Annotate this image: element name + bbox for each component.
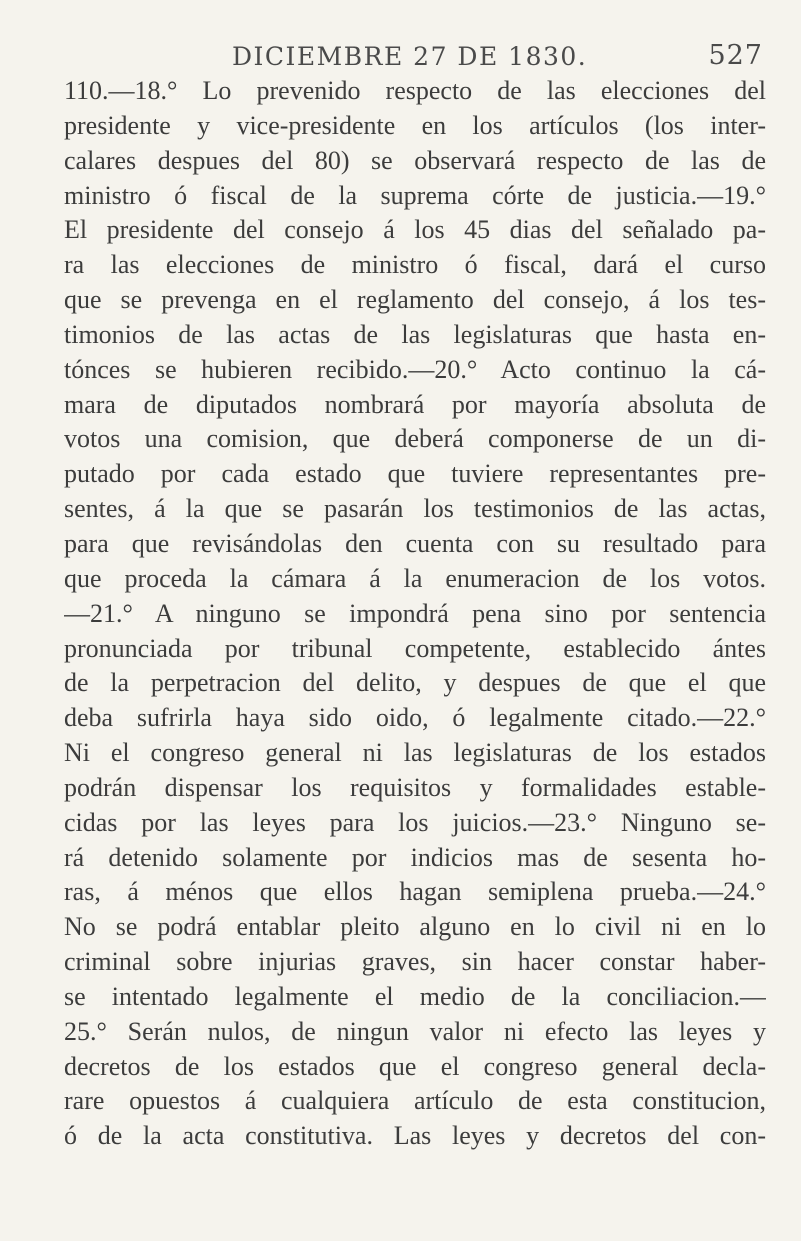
text-line: pronunciada por tribunal competente, establecido ántes bbox=[64, 633, 766, 663]
text-line: se intentado legalmente el medio de la conciliacion.— bbox=[64, 981, 766, 1011]
text-line: ministro ó fiscal de la suprema córte de justicia.—19.° bbox=[64, 180, 766, 210]
text-line: ó de la acta constitutiva. Las leyes y decretos del con- bbox=[64, 1121, 766, 1151]
text-line: criminal sobre injurias graves, sin hacer constar haber- bbox=[64, 947, 766, 977]
text-line: sentes, á la que se pasarán los testimonios de las actas, bbox=[64, 494, 766, 524]
text-line: mara de diputados nombrará por mayoría absoluta de bbox=[64, 389, 766, 419]
text-line: calares despues del 80) se observará respecto de las de bbox=[64, 145, 766, 175]
text-line: El presidente del consejo á los 45 dias del señalado pa- bbox=[64, 215, 766, 245]
text-line: para que revisándolas den cuenta con su resultado para bbox=[64, 528, 766, 558]
page-number: 527 bbox=[708, 40, 763, 71]
text-line: Ni el congreso general ni las legislaturas de los estados bbox=[64, 738, 766, 768]
text-line: que se prevenga en el reglamento del consejo, á los tes- bbox=[64, 285, 766, 315]
text-line: timonios de las actas de las legislaturas que hasta en- bbox=[64, 319, 766, 349]
text-line: deba sufrirla haya sido oido, ó legalmente citado.—22.° bbox=[64, 703, 766, 733]
text-line: ra las elecciones de ministro ó fiscal, dará el curso bbox=[64, 250, 766, 280]
text-line: de la perpetracion del delito, y despues de que el que bbox=[64, 668, 766, 698]
text-line: ras, á ménos que ellos hagan semiplena prueba.—24.° bbox=[64, 877, 766, 907]
text-line: —21.° A ninguno se impondrá pena sino por sentencia bbox=[64, 598, 766, 628]
text-line: putado por cada estado que tuviere representantes pre- bbox=[64, 459, 766, 489]
text-line: 110.—18.° Lo prevenido respecto de las elecciones del bbox=[64, 76, 766, 105]
running-title: DICIEMBRE 27 DE 1830. bbox=[232, 42, 588, 71]
text-line: No se podrá entablar pleito alguno en lo civil ni en lo bbox=[64, 912, 766, 942]
text-line: cidas por las leyes para los juicios.—23.° Ninguno se- bbox=[64, 807, 766, 837]
text-line: decretos de los estados que el congreso general decla- bbox=[64, 1051, 766, 1081]
body-text bbox=[64, 74, 766, 1154]
text-line: que proceda la cámara á la enumeracion de los votos. bbox=[64, 563, 766, 593]
text-line: presidente y vice-presidente en los artículos (los inter- bbox=[64, 110, 766, 140]
text-line: rare opuestos á cualquiera artículo de esta constitucion, bbox=[64, 1086, 766, 1116]
text-line: tónces se hubieren recibido.—20.° Acto continuo la cá- bbox=[64, 354, 766, 384]
text-line: podrán dispensar los requisitos y formalidades estable- bbox=[64, 772, 766, 802]
page-header bbox=[0, 38, 801, 78]
text-line: 25.° Serán nulos, de ningun valor ni efecto las leyes y bbox=[64, 1016, 766, 1046]
text-line: votos una comision, que deberá componerse de un di- bbox=[64, 424, 766, 454]
text-line: rá detenido solamente por indicios mas de sesenta ho- bbox=[64, 842, 766, 872]
